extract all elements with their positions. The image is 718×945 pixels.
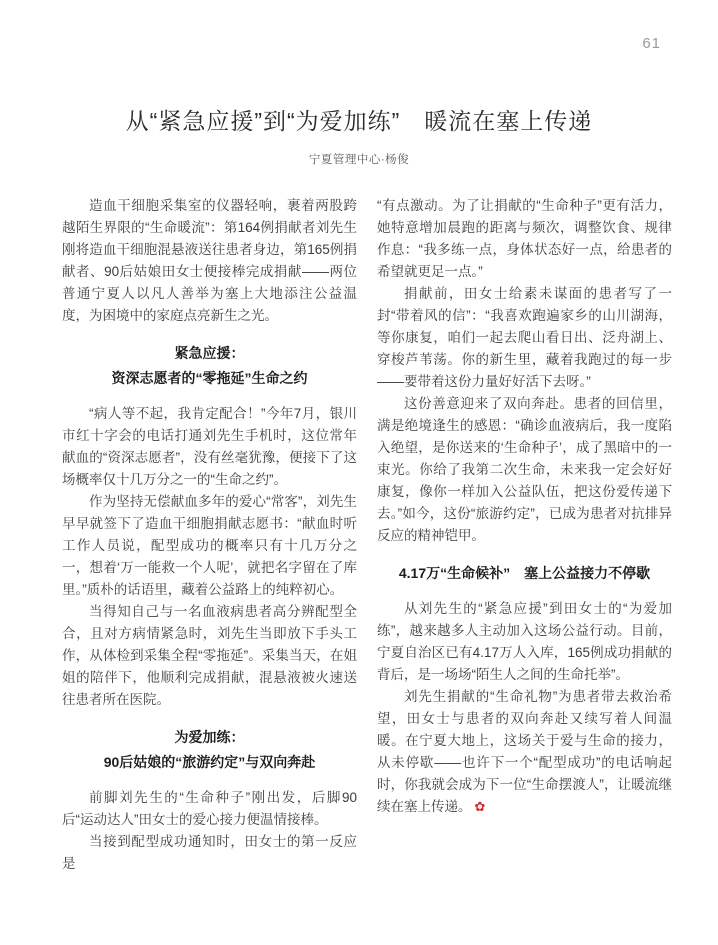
article-byline: 宁夏管理中心·杨俊 [308, 154, 410, 166]
end-flower-icon: ✿ [474, 799, 486, 814]
paragraph: 当得知自己与一名血液病患者高分辨配型全合，且对方病情紧急时，刘先生当即放下手头工作，从体检到采集全程“零拖延”。采集当天，在姐姐的陪伴下，他顺利完成捐献，混悬液被火速送往患者所在医院。 [62, 604, 357, 707]
paragraph: 从刘先生的“紧急应援”到田女士的“为爱加练”，越来越多人主动加入这场公益行动。目前，宁夏自治区已有4.17万人入库，165例成功捐献的背后，是一场场“陌生人之间的生命托举”。 [377, 601, 672, 682]
left-column [62, 195, 357, 875]
section-heading-relay [377, 561, 672, 586]
right-column [377, 195, 672, 875]
page-number: 61 [642, 35, 661, 52]
section-heading-training [62, 725, 357, 775]
paragraph: 作为坚持无偿献血多年的爱心“常客”，刘先生早早就签下了造血干细胞捐献志愿书：“献血时听工作人员说，配型成功的概率只有十几万分之一，想着‘万一能救一个人呢’，就把名字留在了库里。”质朴的话语里，藏着公益路上的纯粹初心。 [62, 494, 357, 597]
paragraph-intro: 造血干细胞采集室的仪器轻响，裹着两股跨越陌生界限的“生命暖流”：第164例捐献者刘先生刚将造血干细胞混悬液送往患者身边，第165例捐献者、90后姑娘田女士便接棒完成捐献——两位普通宁夏人以凡人善举为塞上大地添注公益温度，为困境中的家庭点亮新生之光。 [62, 198, 357, 323]
section-heading-line: 紧急应援： [174, 345, 245, 361]
paragraph-continuation: “有点激动。为了让捐献的“生命种子”更有活力，她特意增加晨跑的距离与频次，调整饮食、规律作息：“我多练一点，身体状态好一点，给患者的希望就更足一点。” [377, 198, 672, 279]
section-heading-emergency [62, 341, 357, 391]
section-heading-line: 为爱加练： [174, 729, 245, 745]
section-heading-line: 90后姑娘的“旅游约定”与双向奔赴 [103, 754, 316, 770]
paragraph: 捐献前，田女士给素未谋面的患者写了一封“带着风的信”：“我喜欢跑遍家乡的山川湖海，等你康复，咱们一起去爬山看日出、泛舟湖上、穿梭芦苇荡。你的新生里，藏着我跑过的每一步——要带着这份力量好好活下去呀。” [377, 286, 672, 389]
paragraph: 前脚刘先生的“生命种子”刚出发，后脚90后“运动达人”田女士的爱心接力便温情接棒。 [62, 790, 357, 827]
paragraph-final-text: 刘先生捐献的“生命礼物”为患者带去救治希望，田女士与患者的双向奔赴又续写着人间温暖。在宁夏大地上，这场关于爱与生命的接力，从未停歇——也许下一个“配型成功”的电话响起时，你我就会成为下一位“生命摆渡人”，让暖流继续在塞上传递。 [377, 689, 672, 814]
paragraph: “病人等不起，我肯定配合！”今年7月，银川市红十字会的电话打通刘先生手机时，这位常年献血的“资深志愿者”，没有丝毫犹豫，便接下了这场概率仅十几万分之一的“生命之约”。 [62, 406, 357, 487]
article-title: 从“紧急应援”到“为爱加练” 暖流在塞上传递 [125, 108, 593, 134]
paragraph-column-break: 当接到配型成功通知时，田女士的第一反应是 [62, 834, 357, 871]
paragraph: 这份善意迎来了双向奔赴。患者的回信里，满是绝境逢生的感恩：“确诊血液病后，我一度陷入绝望，是你送来的‘生命种子’，成了黑暗中的一束光。你给了我第二次生命，未来我一定会好好康复，像你一样加入公益队伍，把这份爱传递下去。”如今，这份“旅游约定”，已成为患者对抗排异反应的精神铠甲。 [377, 396, 672, 543]
paragraph-final [377, 686, 672, 818]
article-body [0, 195, 718, 875]
section-heading-line: 资深志愿者的“零拖延”生命之约 [111, 370, 308, 386]
section-heading-line: 4.17万“生命候补” 塞上公益接力不停歇 [398, 565, 651, 581]
